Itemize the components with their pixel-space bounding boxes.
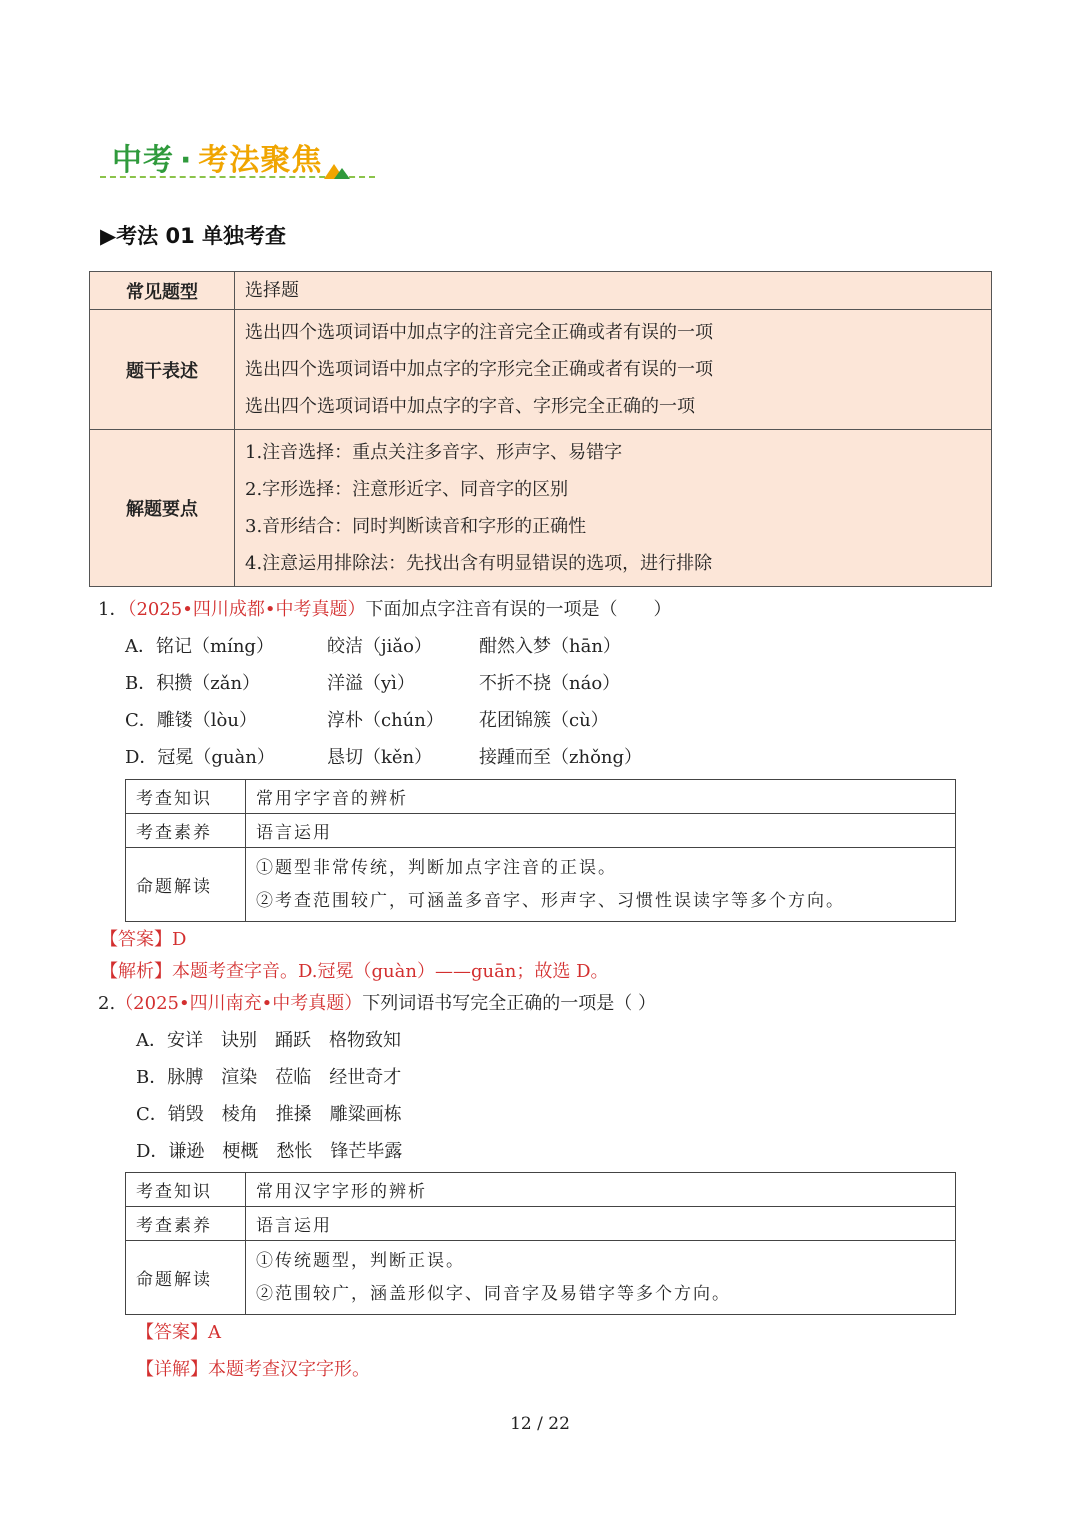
question-stem: 下列词语书写完全正确的一项是（ ） — [362, 993, 656, 1014]
row-line: 选择题 — [245, 279, 299, 301]
logo-part1: 中考 — [112, 143, 174, 178]
answer: 【答案】D — [100, 929, 187, 950]
info-label: 命题解读 — [126, 1241, 246, 1315]
analysis: 【详解】本题考查汉字字形。 — [136, 1359, 370, 1380]
table-row — [90, 310, 992, 430]
table-row — [90, 272, 992, 310]
table-row — [126, 780, 956, 814]
logo-part2: 考法聚焦 — [198, 143, 323, 178]
question-number: 1． — [98, 599, 128, 620]
info-value — [246, 848, 956, 922]
info-line: ②范围较广，涵盖形似字、同音字及易错字等多个方向。 — [256, 1283, 731, 1304]
option-b-2: 洋溢（yì） — [327, 673, 415, 694]
overview-table — [89, 271, 992, 587]
question-stem: 下面加点字注音有误的一项是（ ） — [365, 599, 672, 620]
info-label: 命题解读 — [126, 848, 246, 922]
section-title: ▶考法 01 单独考查 — [100, 224, 286, 248]
q2-info-table — [125, 1172, 956, 1315]
table-row — [126, 814, 956, 848]
option-c: C．销毁 棱角 推搡 雕粱画栋 — [136, 1104, 402, 1125]
option-d-2: 恳切（kěn） — [327, 747, 433, 768]
option-c-1: C．雕镂（lòu） — [125, 710, 257, 731]
info-line: ②考查范围较广，可涵盖多音字、形声字、习惯性误读字等多个方向。 — [256, 890, 845, 911]
row-label: 题干表述 — [90, 310, 235, 430]
table-row — [126, 848, 956, 922]
analysis: 【解析】本题考查字音。D.冠冕（guàn）——guān；故选 D。 — [100, 961, 609, 982]
row-value — [235, 430, 992, 587]
option-a: A．安详 诀别 踊跃 格物致知 — [136, 1030, 401, 1051]
info-value: 常用汉字字形的辨析 — [246, 1173, 956, 1207]
info-line: ①传统题型，判断正误。 — [256, 1250, 465, 1271]
info-label: 考查素养 — [126, 814, 246, 848]
option-c-3: 花团锦簇（cù） — [479, 710, 609, 731]
option-b: B．脉膊 渲染 莅临 经世奇才 — [136, 1067, 402, 1088]
row-value — [235, 272, 992, 310]
option-d-1: D．冠冕（guàn） — [125, 747, 275, 768]
row-label: 常见题型 — [90, 272, 235, 310]
info-label: 考查知识 — [126, 1173, 246, 1207]
row-line: 1.注音选择：重点关注多音字、形声字、易错字 — [245, 442, 623, 463]
logo-dot: · — [180, 143, 193, 178]
row-line: 4.注意运用排除法：先找出含有明显错误的选项，进行排除 — [245, 553, 713, 574]
info-value: 语言运用 — [246, 1207, 956, 1241]
question-2 — [98, 989, 656, 1015]
option-a-3: 酣然入梦（hān） — [479, 636, 621, 657]
info-label: 考查素养 — [126, 1207, 246, 1241]
info-value — [246, 1241, 956, 1315]
option-d-3: 接踵而至（zhǒng） — [479, 747, 643, 768]
info-line: ①题型非常传统，判断加点字注音的正误。 — [256, 857, 617, 878]
section-logo — [112, 135, 322, 179]
table-row — [126, 1207, 956, 1241]
row-line: 选出四个选项词语中加点字的字形完全正确或者有误的一项 — [245, 359, 713, 380]
question-source: （2025•四川成都•中考真题） — [127, 599, 366, 620]
info-label: 考查知识 — [126, 780, 246, 814]
question-number: 2. — [98, 993, 116, 1014]
answer: 【答案】A — [136, 1322, 221, 1343]
page-number: 12 / 22 — [510, 1414, 570, 1434]
question-source: （2025•四川南充•中考真题） — [115, 993, 363, 1014]
option-a-1: A．铭记（míng） — [125, 636, 274, 657]
row-line: 3.音形结合：同时判断读音和字形的正确性 — [245, 516, 587, 537]
row-line: 选出四个选项词语中加点字的注音完全正确或者有误的一项 — [245, 322, 713, 343]
option-c-2: 淳朴（chún） — [327, 710, 444, 731]
option-a-2: 皎洁（jiǎo） — [327, 636, 432, 657]
row-line: 2.字形选择：注意形近字、同音字的区别 — [245, 479, 569, 500]
option-b-3: 不折不挠（náo） — [479, 673, 621, 694]
info-value: 语言运用 — [246, 814, 956, 848]
option-d: D．谦逊 梗概 愁怅 锋芒毕露 — [136, 1141, 403, 1162]
info-value: 常用字字音的辨析 — [246, 780, 956, 814]
table-row — [90, 430, 992, 587]
q1-info-table — [125, 779, 956, 922]
row-line: 选出四个选项词语中加点字的字音、字形完全正确的一项 — [245, 396, 695, 417]
row-label: 解题要点 — [90, 430, 235, 587]
row-value — [235, 310, 992, 430]
table-row — [126, 1173, 956, 1207]
option-b-1: B．积攒（zǎn） — [125, 673, 261, 694]
question-1 — [98, 595, 672, 621]
mountain-icon — [322, 160, 352, 180]
table-row — [126, 1241, 956, 1315]
